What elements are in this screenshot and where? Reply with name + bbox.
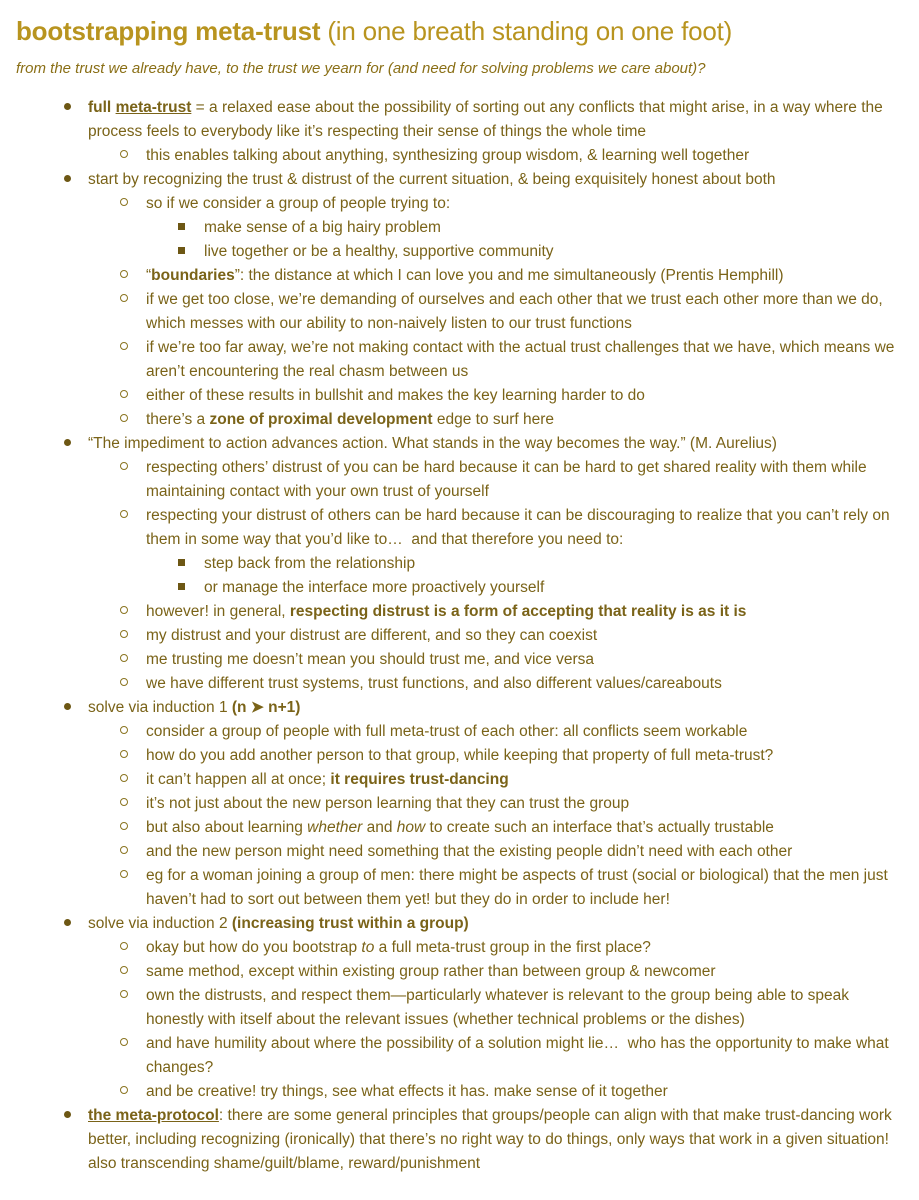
list-item: [88, 816, 899, 840]
bullet-disc-icon: [61, 96, 73, 120]
list-item: [88, 1080, 899, 1104]
list-item-text: however! in general, respecting distrust is a form of accepting that reality is as it is: [146, 603, 747, 620]
list-item-text: how do you add another person to that group, while keeping that property of full meta-trust?: [146, 747, 774, 764]
list-item-text: and the new person might need something that the existing people didn’t need with each other: [146, 843, 793, 860]
list-item: [88, 456, 899, 504]
bullet-circle-icon: [120, 288, 128, 312]
bullet-circle-icon: [120, 1032, 128, 1056]
list-item-text: “boundaries”: the distance at which I can love you and me simultaneously (Prentis Hemphill): [146, 267, 784, 284]
bullet-circle-icon: [120, 936, 128, 960]
list-item-text: this enables talking about anything, synthesizing group wisdom, & learning well together: [146, 147, 750, 164]
list-item-text: and be creative! try things, see what effects it has. make sense of it together: [146, 1083, 668, 1100]
bullet-square-icon: [178, 216, 185, 240]
list-item-text: my distrust and your distrust are different, and so they can coexist: [146, 627, 598, 644]
bullet-circle-icon: [120, 672, 128, 696]
list-item: [146, 552, 899, 576]
bullet-disc-icon: [61, 168, 73, 192]
list-item-text: “The impediment to action advances action. What stands in the way becomes the way.” (M. Aurelius): [88, 435, 777, 452]
bullet-circle-icon: [120, 504, 128, 528]
bullet-circle-icon: [120, 864, 128, 888]
list-item: [88, 864, 899, 912]
list-item-text: solve via induction 1 (n ➤ n+1): [88, 699, 301, 716]
outline-level-2: [88, 936, 899, 1104]
bullet-disc-icon: [61, 1104, 73, 1128]
bullet-circle-icon: [120, 984, 128, 1008]
list-item-text: make sense of a big hairy problem: [204, 219, 441, 236]
page-subtitle: from the trust we already have, to the trust we yearn for (and need for solving problems we care about)?: [16, 60, 706, 77]
list-item: [31, 696, 899, 912]
list-item: [31, 1104, 899, 1176]
list-item: [88, 960, 899, 984]
outline-level-2: [88, 720, 899, 912]
bullet-circle-icon: [120, 648, 128, 672]
list-item-text: and have humility about where the possibility of a solution might lie… who has the opportunity to make what changes?: [146, 1035, 889, 1076]
bullet-circle-icon: [120, 384, 128, 408]
list-item-text: if we’re too far away, we’re not making contact with the actual trust challenges that we have, which means we aren’t encountering the real chasm between us: [146, 339, 895, 380]
bullet-circle-icon: [120, 336, 128, 360]
list-item: [88, 384, 899, 408]
list-item: [88, 192, 899, 264]
list-item: [88, 768, 899, 792]
list-item: [88, 600, 899, 624]
bullet-square-icon: [178, 576, 185, 600]
list-item: [88, 336, 899, 384]
bullet-disc-icon: [61, 432, 73, 456]
list-item: [146, 576, 899, 600]
bullet-circle-icon: [120, 768, 128, 792]
page-title-bold: bootstrapping meta-trust: [16, 16, 321, 46]
list-item-text: step back from the relationship: [204, 555, 416, 572]
list-item-text: so if we consider a group of people trying to:: [146, 195, 451, 212]
list-item: [31, 168, 899, 432]
list-item: [31, 912, 899, 1104]
list-item-text: me trusting me doesn’t mean you should trust me, and vice versa: [146, 651, 594, 668]
list-item-text: there’s a zone of proximal development edge to surf here: [146, 411, 555, 428]
list-item: [88, 720, 899, 744]
list-item: [88, 624, 899, 648]
list-item-text: either of these results in bullshit and makes the key learning harder to do: [146, 387, 645, 404]
outline-level-2: [88, 456, 899, 696]
list-item-text: respecting your distrust of others can be hard because it can be discouraging to realize that you can’t rely on them in some way that you’d like to… and that therefore you need to:: [146, 507, 890, 548]
outline-level-2: [88, 192, 899, 432]
list-item-text: start by recognizing the trust & distrust of the current situation, & being exquisitely honest about both: [88, 171, 776, 188]
outline-level-2: [88, 144, 899, 168]
list-item-text: the meta-protocol: there are some general principles that groups/people can align with that make trust-dancing work better, including recognizing (ironically) that there’s no right way to do things, only ways that work in a given situation! also transcending shame/guilt/blame, reward/punishment: [88, 1107, 892, 1172]
list-item: [88, 792, 899, 816]
list-item: [88, 984, 899, 1032]
list-item-text: full meta-trust = a relaxed ease about the possibility of sorting out any conflicts that might arise, in a way where the process feels to everybody like it’s respecting their sense of things the whole time: [88, 99, 883, 140]
list-item: [88, 672, 899, 696]
list-item-text: solve via induction 2 (increasing trust within a group): [88, 915, 469, 932]
bullet-disc-icon: [61, 912, 73, 936]
list-item: [88, 936, 899, 960]
list-item: [146, 216, 899, 240]
list-item-text: if we get too close, we’re demanding of ourselves and each other that we trust each other more than we do, which messes with our ability to non-naively listen to our trust functions: [146, 291, 883, 332]
bullet-disc-icon: [61, 696, 73, 720]
bullet-circle-icon: [120, 744, 128, 768]
bullet-circle-icon: [120, 792, 128, 816]
list-item-text: or manage the interface more proactively yourself: [204, 579, 545, 596]
list-item: [31, 432, 899, 696]
bullet-circle-icon: [120, 408, 128, 432]
list-item: [88, 264, 899, 288]
bullet-square-icon: [178, 552, 185, 576]
list-item-text: okay but how do you bootstrap to a full meta-trust group in the first place?: [146, 939, 651, 956]
list-item: [146, 240, 899, 264]
list-item: [88, 144, 899, 168]
list-item-text: consider a group of people with full meta-trust of each other: all conflicts seem workable: [146, 723, 748, 740]
list-item-text: live together or be a healthy, supportive community: [204, 243, 554, 260]
list-item-text: same method, except within existing group rather than between group & newcomer: [146, 963, 716, 980]
bullet-circle-icon: [120, 816, 128, 840]
bullet-circle-icon: [120, 192, 128, 216]
outline-root: [16, 96, 899, 1176]
bullet-circle-icon: [120, 624, 128, 648]
bullet-square-icon: [178, 240, 185, 264]
bullet-circle-icon: [120, 960, 128, 984]
bullet-circle-icon: [120, 1080, 128, 1104]
outline-level-3: [146, 216, 899, 264]
bullet-circle-icon: [120, 264, 128, 288]
list-item-text: own the distrusts, and respect them—particularly whatever is relevant to the group being able to speak honestly with itself about the relevant issues (whether technical problems or the dishes): [146, 987, 850, 1028]
list-item: [88, 504, 899, 600]
outline-level-3: [146, 552, 899, 600]
list-item: [88, 648, 899, 672]
list-item: [31, 96, 899, 168]
list-item-text: eg for a woman joining a group of men: there might be aspects of trust (social or biological) that the men just haven’t had to sort out between them yet! but they do in order to include her!: [146, 867, 888, 908]
bullet-circle-icon: [120, 600, 128, 624]
bullet-circle-icon: [120, 720, 128, 744]
list-item: [88, 288, 899, 336]
list-item: [88, 408, 899, 432]
bullet-circle-icon: [120, 456, 128, 480]
bullet-circle-icon: [120, 144, 128, 168]
list-item: [88, 1032, 899, 1080]
list-item-text: we have different trust systems, trust functions, and also different values/careabouts: [146, 675, 722, 692]
page-title: [16, 14, 899, 48]
list-item-text: it’s not just about the new person learning that they can trust the group: [146, 795, 630, 812]
list-item: [88, 744, 899, 768]
list-item-text: but also about learning whether and how to create such an interface that’s actually trustable: [146, 819, 774, 836]
page-title-parenthetical: (in one breath standing on one foot): [320, 16, 733, 46]
list-item-text: it can’t happen all at once; it requires trust-dancing: [146, 771, 509, 788]
bullet-circle-icon: [120, 840, 128, 864]
list-item-text: respecting others’ distrust of you can be hard because it can be hard to get shared reality with them while maintaining contact with your own trust of yourself: [146, 459, 867, 500]
list-item: [88, 840, 899, 864]
